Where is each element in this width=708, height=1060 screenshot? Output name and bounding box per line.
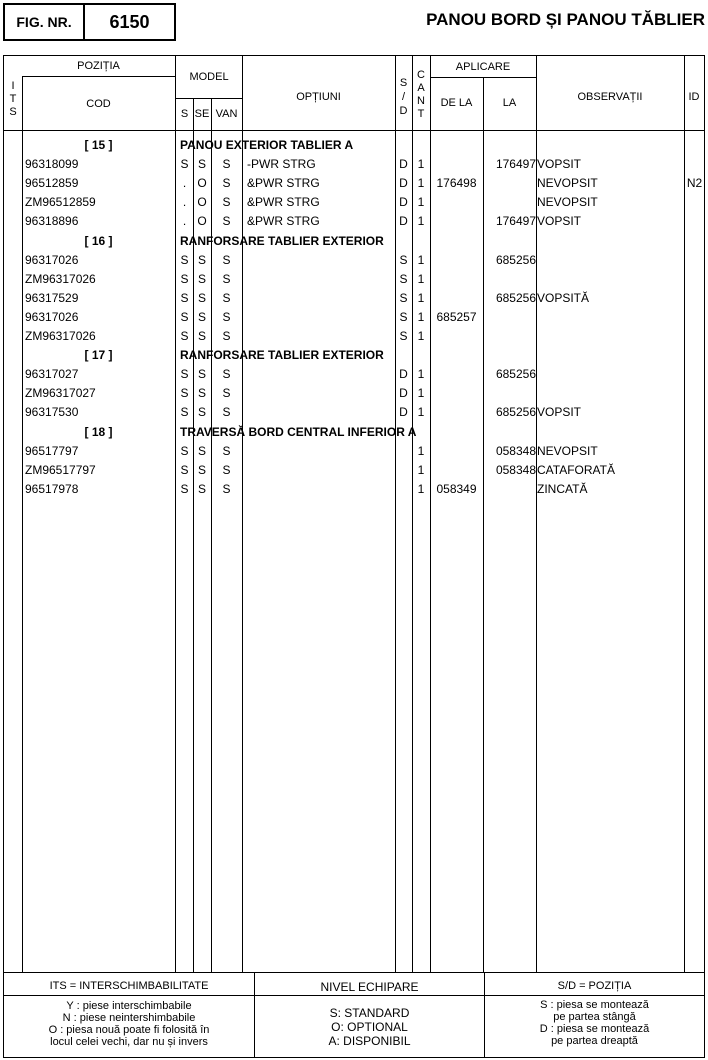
option-value: -PWR STRG xyxy=(247,157,316,172)
observation-value: VOPSIT xyxy=(537,214,582,229)
observation-value xyxy=(537,270,684,289)
observation-value: VOPSIT xyxy=(537,157,582,172)
part-code: ZM96512859 xyxy=(25,195,96,210)
quantity-value: 1 xyxy=(417,367,425,382)
id-value xyxy=(684,251,705,270)
to-value: 685256 xyxy=(495,290,536,305)
model-van-value: S xyxy=(222,157,231,172)
model-se-value: S xyxy=(197,386,206,401)
col-header-observatii: OBSERVAȚII xyxy=(577,91,643,103)
pozitia-divider xyxy=(22,76,175,77)
legend-its-text: Y : piese interschimbabile N : piese neintershimbabile O : piesa nouă poate fi folosită în locul celei vechi, dar nu și invers xyxy=(48,1000,210,1048)
model-divider xyxy=(176,98,242,99)
col-header-model-van: VAN xyxy=(215,108,238,120)
model-s-value: S xyxy=(180,271,189,286)
from-value xyxy=(430,461,483,480)
from-value xyxy=(430,155,483,174)
model-se-value: S xyxy=(197,367,206,382)
part-code: 96318099 xyxy=(25,157,79,172)
option-value: &PWR STRG xyxy=(247,176,320,191)
option-value xyxy=(247,270,395,289)
quantity-value: 1 xyxy=(417,386,425,401)
part-code: ZM96317026 xyxy=(25,271,96,286)
quantity-value: 1 xyxy=(417,176,425,191)
observation-value: VOPSITĂ xyxy=(537,290,590,305)
col-header-la: LA xyxy=(502,97,517,109)
page-title: PANOU BORD ȘI PANOU TĂBLIER xyxy=(426,10,705,29)
observation-value xyxy=(537,365,684,384)
legend-title-line xyxy=(4,995,704,996)
model-van-value: S xyxy=(222,329,231,343)
model-van-value: S xyxy=(222,176,231,191)
group-position: [ 15 ] xyxy=(84,138,113,152)
col-header-id: ID xyxy=(688,91,700,103)
group-name: RANFORSARE TABLIER EXTERIOR xyxy=(180,233,384,248)
sd-value: S xyxy=(399,252,408,267)
quantity-value: 1 xyxy=(417,195,425,210)
model-s-value: S xyxy=(180,252,189,267)
legend-nivel-title: NIVEL ECHIPARE xyxy=(320,980,419,994)
from-value: 685257 xyxy=(436,309,477,324)
id-value xyxy=(684,480,705,499)
quantity-value: 1 xyxy=(417,462,425,477)
group-position: [ 16 ] xyxy=(84,233,113,248)
model-s-value: . xyxy=(182,176,187,191)
legend-sd-text: S : piesa se montează pe partea stângă D : piesa se montează pe partea dreaptă xyxy=(539,999,650,1047)
model-s-value: S xyxy=(180,481,189,496)
quantity-value: 1 xyxy=(417,214,425,229)
group-name: RANFORSARE TABLIER EXTERIOR xyxy=(180,348,384,363)
legend-its-title: ITS = INTERSCHIMBABILITATE xyxy=(49,980,209,992)
from-value xyxy=(430,251,483,270)
model-van-value: S xyxy=(222,214,231,229)
figure-number: 6150 xyxy=(109,12,150,32)
observation-value: VOPSIT xyxy=(537,405,582,420)
model-van-value: S xyxy=(222,271,231,286)
id-value xyxy=(684,155,705,174)
option-value xyxy=(247,403,395,422)
from-value xyxy=(430,289,483,308)
model-s-value: . xyxy=(182,195,187,210)
part-code: 96317530 xyxy=(25,405,79,420)
model-van-value: S xyxy=(222,405,231,420)
model-van-value: S xyxy=(222,481,231,496)
from-value xyxy=(430,270,483,289)
sd-value: D xyxy=(399,386,408,401)
sd-value: D xyxy=(399,214,408,229)
id-value xyxy=(684,308,705,327)
sd-value: D xyxy=(399,405,408,420)
from-value xyxy=(430,327,483,346)
option-value xyxy=(247,442,395,461)
option-value: &PWR STRG xyxy=(247,195,320,210)
part-code: 96318896 xyxy=(25,214,79,229)
col-header-cod: COD xyxy=(86,98,111,110)
from-value: 176498 xyxy=(436,176,477,191)
model-van-value: S xyxy=(222,290,231,305)
model-se-value: S xyxy=(197,443,206,458)
id-value xyxy=(684,442,705,461)
model-s-value: S xyxy=(180,386,189,401)
to-value: 058348 xyxy=(495,443,536,458)
part-code: 96512859 xyxy=(25,176,79,191)
option-value xyxy=(247,308,395,327)
part-code: ZM96517797 xyxy=(25,462,96,477)
from-value xyxy=(430,365,483,384)
its-col-line xyxy=(22,76,23,972)
model-van-value: S xyxy=(222,386,231,401)
from-value xyxy=(430,193,483,212)
figure-number-box xyxy=(3,3,176,41)
model-s-value: S xyxy=(180,367,189,382)
header-bottom-line xyxy=(4,130,704,131)
sd-value: D xyxy=(399,367,408,382)
id-value xyxy=(684,403,705,422)
from-value xyxy=(430,442,483,461)
model-se-value: O xyxy=(197,176,207,191)
col-header-its: I T S xyxy=(9,80,17,118)
observation-value xyxy=(537,384,684,403)
table-bottom-line xyxy=(4,972,704,973)
col-header-model-se: SE xyxy=(194,108,210,120)
col-header-model-s: S xyxy=(180,108,189,120)
model-se-value: S xyxy=(197,329,206,343)
from-value xyxy=(430,212,483,231)
option-value xyxy=(247,384,395,403)
quantity-value: 1 xyxy=(417,271,425,286)
sd-value: D xyxy=(399,176,408,191)
model-s-value: S xyxy=(180,462,189,477)
quantity-value: 1 xyxy=(417,290,425,305)
model-s-value: S xyxy=(180,443,189,458)
quantity-value: 1 xyxy=(417,329,425,343)
observation-value xyxy=(537,327,684,346)
to-value xyxy=(483,480,536,499)
group-name: PANOU EXTERIOR TABLIER A xyxy=(180,138,354,152)
col-header-de-la: DE LA xyxy=(440,97,473,109)
option-value xyxy=(247,365,395,384)
observation-value: CATAFORATĂ xyxy=(537,462,615,477)
model-se-value: S xyxy=(197,252,206,267)
to-value: 058348 xyxy=(495,462,536,477)
model-s-value: S xyxy=(180,157,189,172)
sd-value xyxy=(395,461,412,480)
option-value xyxy=(247,461,395,480)
quantity-value: 1 xyxy=(417,252,425,267)
to-value xyxy=(483,174,536,193)
sd-value: S xyxy=(399,290,408,305)
col-header-cant: C A N T xyxy=(417,69,425,120)
to-value xyxy=(483,193,536,212)
model-se-value: O xyxy=(197,214,207,229)
group-position: [ 17 ] xyxy=(84,348,113,363)
model-se-value: S xyxy=(197,271,206,286)
group-name: TRAVERSĂ BORD CENTRAL INFERIOR A xyxy=(180,424,417,439)
col-header-sd: S / D xyxy=(399,77,408,117)
option-value xyxy=(247,289,395,308)
id-value: N2 xyxy=(686,176,703,191)
to-value xyxy=(483,327,536,346)
quantity-value: 1 xyxy=(417,405,425,420)
id-value xyxy=(684,461,705,480)
option-value xyxy=(247,251,395,270)
model-s-value: . xyxy=(182,214,187,229)
part-code: ZM96317026 xyxy=(25,329,96,343)
quantity-value: 1 xyxy=(417,309,425,324)
id-value xyxy=(684,212,705,231)
to-value: 176497 xyxy=(495,157,536,172)
model-se-value: S xyxy=(197,462,206,477)
observation-value xyxy=(537,308,684,327)
from-value xyxy=(430,403,483,422)
model-van-value: S xyxy=(222,443,231,458)
id-value xyxy=(684,289,705,308)
model-se-value: S xyxy=(197,309,206,324)
part-code: 96317027 xyxy=(25,367,79,382)
col-header-pozitia: POZIȚIA xyxy=(77,60,120,72)
part-code: 96517978 xyxy=(25,481,79,496)
part-code: ZM96317027 xyxy=(25,386,96,401)
model-van-value: S xyxy=(222,367,231,382)
quantity-value: 1 xyxy=(417,481,425,496)
part-code: 96317026 xyxy=(25,252,79,267)
quantity-value: 1 xyxy=(417,443,425,458)
option-value xyxy=(247,327,395,346)
sd-value xyxy=(395,442,412,461)
model-se-value: S xyxy=(197,481,206,496)
group-position: [ 18 ] xyxy=(84,424,113,439)
to-value: 685256 xyxy=(495,367,536,382)
to-value: 685256 xyxy=(495,252,536,267)
from-value xyxy=(430,384,483,403)
sd-value: D xyxy=(399,157,408,172)
part-code: 96317529 xyxy=(25,290,79,305)
model-s-value: S xyxy=(180,309,189,324)
sd-value xyxy=(395,480,412,499)
part-code: 96517797 xyxy=(25,443,79,458)
model-s-value: S xyxy=(180,329,189,343)
model-van-value: S xyxy=(222,309,231,324)
to-value: 685256 xyxy=(495,405,536,420)
to-value xyxy=(483,270,536,289)
model-se-value: S xyxy=(197,290,206,305)
part-code: 96317026 xyxy=(25,309,79,324)
legend-nivel-text: S: STANDARD O: OPTIONAL A: DISPONIBIL xyxy=(328,1006,411,1048)
figure-label: FIG. NR. xyxy=(5,5,85,39)
sd-value: S xyxy=(399,309,408,324)
to-value: 176497 xyxy=(495,214,536,229)
to-value xyxy=(483,308,536,327)
observation-value: ZINCATĂ xyxy=(537,481,588,496)
col-header-aplicare: APLICARE xyxy=(455,61,511,73)
model-se-value: S xyxy=(197,405,206,420)
option-value xyxy=(247,480,395,499)
model-se-value: O xyxy=(197,195,207,210)
model-van-value: S xyxy=(222,252,231,267)
observation-value: NEVOPSIT xyxy=(537,443,598,458)
id-value xyxy=(684,270,705,289)
model-col-line xyxy=(242,55,243,972)
to-value xyxy=(483,384,536,403)
id-value xyxy=(684,193,705,212)
from-value: 058349 xyxy=(436,481,477,496)
sd-value: D xyxy=(399,195,408,210)
model-van-value: S xyxy=(222,462,231,477)
col-header-model: MODEL xyxy=(189,71,229,83)
observation-value xyxy=(537,251,684,270)
sd-value: S xyxy=(399,329,408,343)
legend-sd-title: S/D = POZIȚIA xyxy=(557,980,632,992)
id-value xyxy=(684,327,705,346)
model-van-value: S xyxy=(222,195,231,210)
sd-value: S xyxy=(399,271,408,286)
model-s-value: S xyxy=(180,290,189,305)
col-header-optiuni: OPȚIUNI xyxy=(296,91,341,103)
model-se-value: S xyxy=(197,157,206,172)
model-s-value: S xyxy=(180,405,189,420)
observation-value: NEVOPSIT xyxy=(537,176,598,191)
option-value: &PWR STRG xyxy=(247,214,320,229)
observation-value: NEVOPSIT xyxy=(537,195,598,210)
id-value xyxy=(684,365,705,384)
id-value xyxy=(684,384,705,403)
quantity-value: 1 xyxy=(417,157,425,172)
